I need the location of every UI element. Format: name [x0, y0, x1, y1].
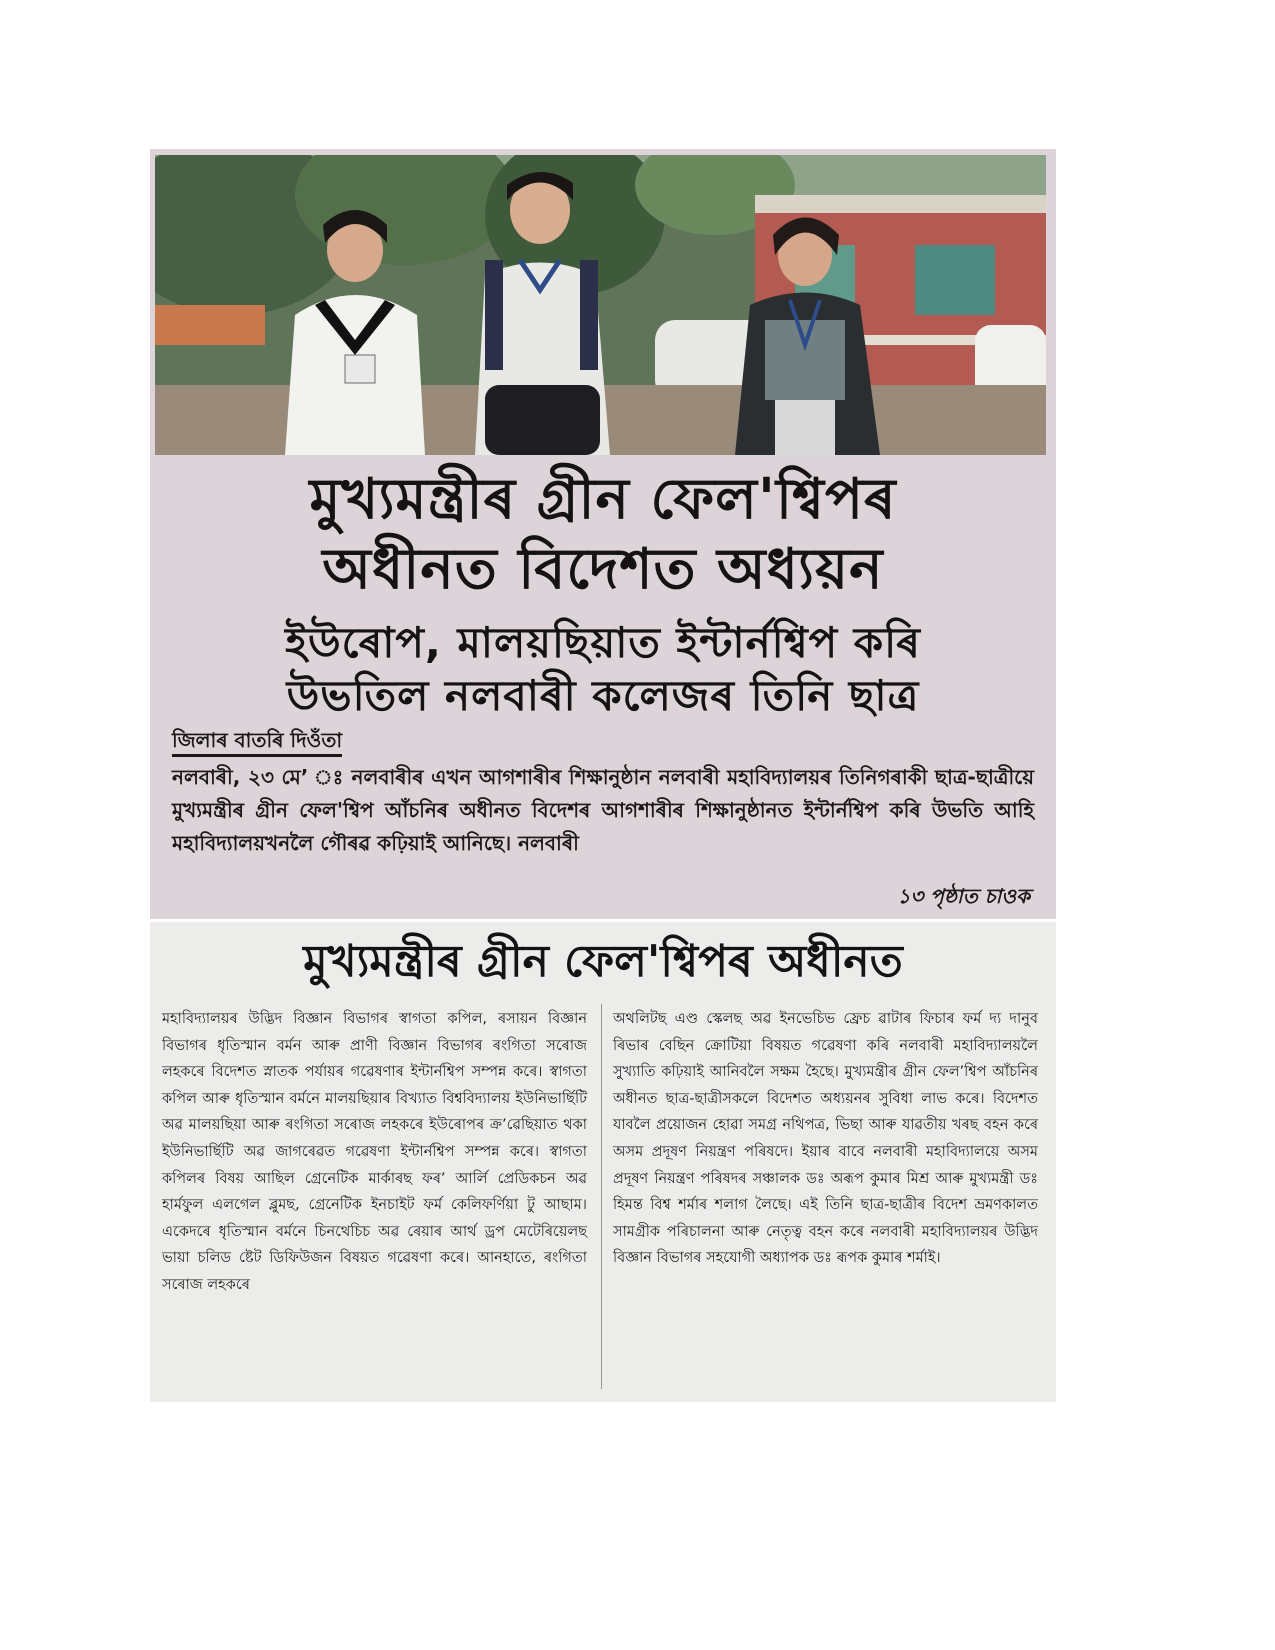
column-divider: [601, 1004, 602, 1389]
lede-text: নলবাৰী, ২৩ মে’ ঃ নলবাৰীৰ এখন আগশাৰীৰ শিক্ষানুষ্ঠান নলবাৰী মহাবিদ্যালয়ৰ তিনিগৰাকী ছাত্ৰ-ছাত্ৰীয়ে মুখ্যমন্ত্ৰীৰ গ্ৰীন ফেল'শ্বিপ আঁচনিৰ অধীনত বিদেশৰ আগশাৰীৰ শিক্ষানুষ্ঠানত ইন্টাৰ্নশ্বিপ কৰি উভতি আহি মহাবিদ্যালয়খনলৈ গৌৰৱ কঢ়িয়াই আনিছে। নলবাৰী: [172, 765, 1034, 855]
headline-line-2: অধীনত বিদেশত অধ্যয়ন: [322, 537, 884, 602]
article-column-left: মহাবিদ্যালয়ৰ উদ্ভিদ বিজ্ঞান বিভাগৰ স্বাগতা কপিল, ৰসায়ন বিজ্ঞান বিভাগৰ ধৃতিস্মান বৰ্মন আৰু প্ৰাণী বিজ্ঞান বিভাগৰ ৰংগিতা সৰোজ লহকৰে বিদেশত স্নাতক পৰ্যায়ৰ গৱেষণাৰ ইন্টাৰ্নশ্বিপ সম্পন্ন কৰে। স্বাগতা কপিল আৰু ধৃতিস্মান বৰ্মনে মালয়ছিয়াৰ বিখ্যাত বিশ্ববিদ্যালয় ইউনিভাৰ্ছিটি অৱ মালয়ছিয়া আৰু ৰংগিতা সৰোজ লহকৰে ইউৰোপৰ ক্ৰ’ৱেছিয়াত থকা ইউনিভাৰ্ছিটি অৱ জাগৰেৱত গৱেষণা ইন্টাৰ্নশ্বিপ সম্পন্ন কৰে। স্বাগতা কপিলৰ বিষয় আছিল গ্ৰেনেটিক মাৰ্কাৰছ ফৰ’ আৰ্লি প্ৰেডিকচন অৱ হাৰ্মফুল এলগেল ব্লুমছ, গ্ৰেনেটিক ইনচাইট ফৰ্ম কেলিফৰ্ণিয়া টু আছাম। একেদৰে ধৃতিস্মান বৰ্মনে চিনথেচিচ অৱ ৰেয়াৰ আৰ্থ ড্ৰপ মেটেৰিয়েলছ ভায়া চলিড ষ্টেট ডিফিউজন বিষয়ত গৱেষণা কৰে। আনহাতে, ৰংগিতা সৰোজ লহকৰে: [162, 1011, 587, 1293]
byline: জিলাৰ বাতৰি দিওঁতা: [172, 727, 342, 757]
subheadline-line-1: ইউৰোপ, মালয়ছিয়াত ইন্টাৰ্নশ্বিপ কৰি: [285, 618, 921, 667]
continued-on-page: ১৩ পৃষ্ঠাত চাওক: [897, 884, 1030, 908]
newspaper-clipping-top: [150, 149, 1056, 919]
article-column-right: অথলিটছ এণ্ড স্কেলছ অৱ ইনভেচিভ ফ্ৰেচ ৱাটাৰ ফিচাৰ ফৰ্ম দ্য দানুব ৰিভাৰ বেছিন ক্ৰোটিয়া বিষয়ত গৱেষণা কৰি নলবাৰী মহাবিদ্যালয়লৈ সুখ্যাতি কঢ়িয়াই আনিবলৈ সক্ষম হৈছে। মুখ্যমন্ত্ৰীৰ গ্ৰীন ফেল’শ্বিপ আঁচনিৰ অধীনত ছাত্ৰ-ছাত্ৰীসকলে বিদেশত অধ্যয়নৰ সুবিধা লাভ কৰে। বিদেশত যাবলৈ প্ৰয়োজন হোৱা সমগ্ৰ নথিপত্ৰ, ভিছা আৰু যাৱতীয় খৰছ বহন কৰে অসম প্ৰদূষণ নিয়ন্ত্ৰণ পৰিষদে। ইয়াৰ বাবে নলবাৰী মহাবিদ্যালয়ে অসম প্ৰদূষণ নিয়ন্ত্ৰণ পৰিষদৰ সঞ্চালক ডঃ অৰূপ কুমাৰ মিশ্ৰ আৰু মুখ্যমন্ত্ৰী ডঃ হিমন্ত বিশ্ব শৰ্মাৰ শলাগ লৈছে। এই তিনি ছাত্ৰ-ছাত্ৰীৰ বিদেশ ভ্ৰমণকালত সামগ্ৰীক পৰিচালনা আৰু নেতৃত্ব বহন কৰে নলবাৰী মহাবিদ্যালয়ৰ উদ্ভিদ বিজ্ঞান বিভাগৰ সহযোগী অধ্যাপক ডঃ ৰূপক কুমাৰ শৰ্মাই।: [613, 1011, 1038, 1267]
lede-paragraph: [172, 761, 1034, 860]
newspaper-clipping-jump: [150, 922, 1056, 1402]
three-students-photo: [155, 155, 1046, 455]
headline-line-1: মুখ্যমন্ত্ৰীৰ গ্ৰীন ফেল'শ্বিপৰ: [309, 467, 897, 532]
subheadline-line-2: উভতিল নলবাৰী কলেজৰ তিনি ছাত্ৰ: [286, 671, 920, 720]
jump-headline: মুখ্যমন্ত্ৰীৰ গ্ৰীন ফেল'শ্বিপৰ অধীনত: [303, 936, 903, 987]
